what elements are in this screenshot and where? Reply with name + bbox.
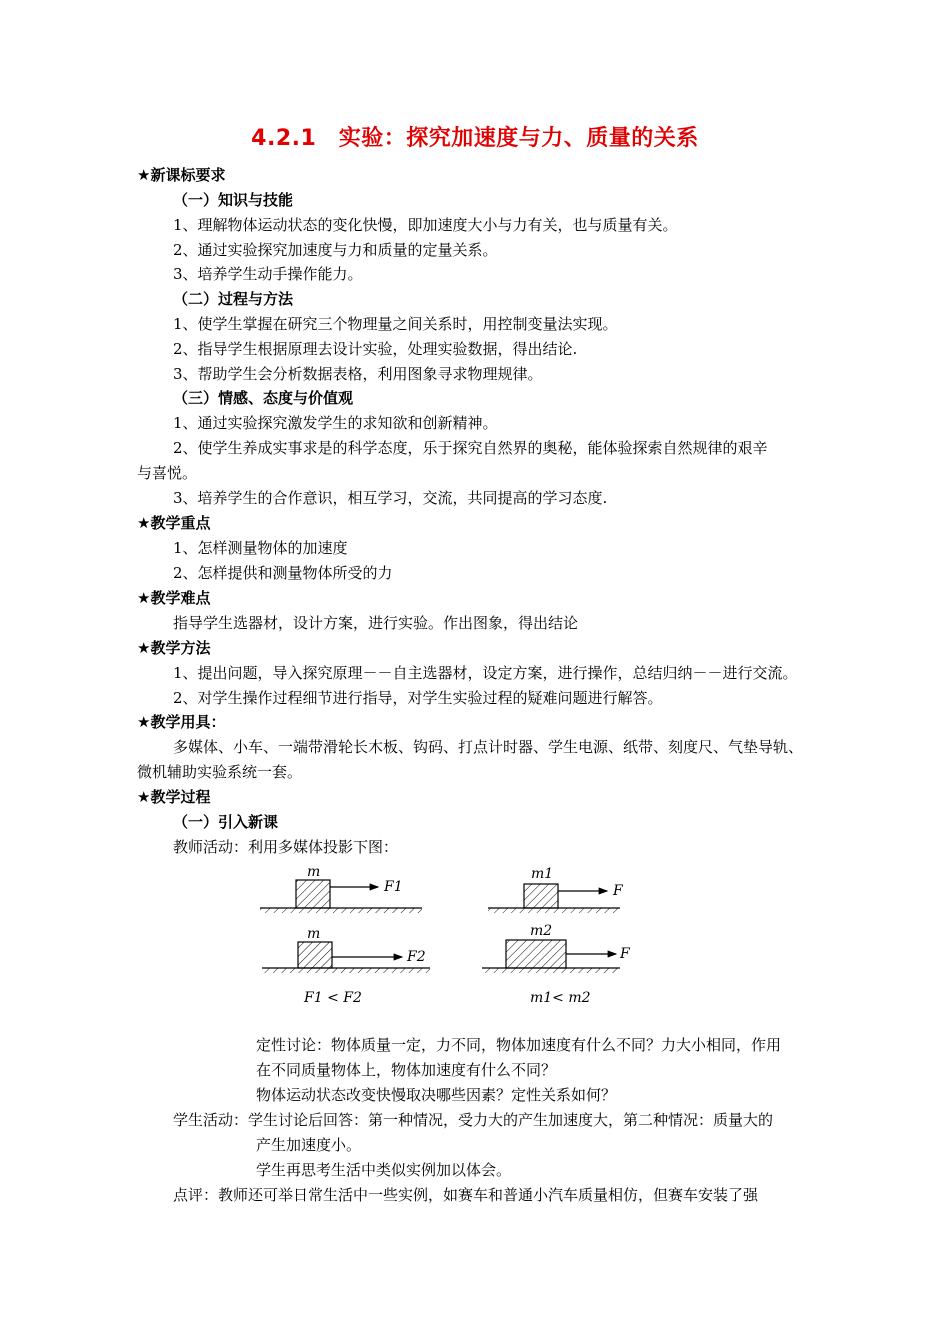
teacher-activity: 教师活动：利用多媒体投影下图： — [173, 838, 399, 856]
force-label: F — [620, 946, 630, 962]
key-points-heading: ★教学重点 — [137, 514, 211, 532]
page-title: 4.2.1 实验：探究加速度与力、质量的关系 — [251, 126, 699, 151]
block — [296, 880, 330, 908]
tools-heading: ★教学用具： — [137, 713, 226, 731]
list-item: 2、指导学生根据原理去设计实验，处理实验数据，得出结论. — [173, 340, 578, 358]
standards-heading: ★新课标要求 — [137, 166, 226, 184]
discussion-line: 在不同质量物体上，物体加速度有什么不同？ — [256, 1061, 557, 1079]
process-heading: ★教学过程 — [137, 788, 211, 806]
force-label: F — [613, 883, 623, 899]
discussion-line: 定性讨论：物体质量一定，力不同，物体加速度有什么不同？力大小相同，作用 — [256, 1036, 782, 1054]
mass-label: m — [307, 864, 321, 880]
difficulty-heading: ★教学难点 — [137, 589, 211, 607]
diagram-bottom-right — [482, 923, 631, 973]
list-item: 1、使学生掌握在研究三个物理量之间关系时，用控制变量法实现。 — [173, 315, 618, 333]
student-activity-continuation: 学生再思考生活中类似实例加以体会。 — [256, 1161, 512, 1179]
tools-text: 多媒体、小车、一端带滑轮长木板、钩码、打点计时器、学生电源、纸带、刻度尺、气垫导轨、 — [173, 738, 804, 756]
force-mass-figure — [250, 860, 650, 1010]
caption-right: m1< m2 — [530, 990, 591, 1006]
force-label: F1 — [384, 879, 403, 895]
knowledge-skills-heading: （一）知识与技能 — [173, 191, 294, 209]
emotion-attitude-heading: （三）情感、态度与价值观 — [173, 389, 354, 407]
mass-label: m1 — [531, 866, 554, 882]
caption-left: F1 < F2 — [304, 990, 362, 1006]
list-item: 3、帮助学生会分析数据表格，利用图象寻求物理规律。 — [173, 365, 543, 383]
block — [506, 940, 566, 968]
difficulty-text: 指导学生选器材，设计方案，进行实验。作出图象，得出结论 — [173, 614, 579, 632]
student-activity-continuation: 产生加速度小。 — [256, 1136, 362, 1154]
process-method-heading: （二）过程与方法 — [173, 290, 294, 308]
list-item: 2、使学生养成实事求是的科学态度，乐于探究自然界的奥秘，能体验探索自然规律的艰辛 — [173, 439, 768, 457]
mass-label: m2 — [530, 923, 553, 939]
tools-text-continuation: 微机辅助实验系统一套。 — [137, 763, 303, 781]
intro-heading: （一）引入新课 — [173, 813, 279, 831]
list-item: 1、怎样测量物体的加速度 — [173, 539, 348, 557]
mass-label: m — [307, 926, 321, 942]
list-item: 1、理解物体运动状态的变化快慢，即加速度大小与力有关，也与质量有关。 — [173, 216, 678, 234]
discussion-line: 物体运动状态改变快慢取决哪些因素？定性关系如何？ — [256, 1086, 617, 1104]
list-item: 2、怎样提供和测量物体所受的力 — [173, 564, 393, 582]
diagram-top-right — [488, 866, 624, 913]
block — [524, 884, 558, 908]
diagram-bottom-left — [262, 926, 430, 973]
student-activity: 学生活动：学生讨论后回答：第一种情况，受力大的产生加速度大，第二种情况：质量大的 — [173, 1111, 774, 1129]
method-heading: ★教学方法 — [137, 639, 211, 657]
comment-line: 点评：教师还可举日常生活中一些实例，如赛车和普通小汽车质量相仿，但赛车安装了强 — [173, 1186, 759, 1204]
list-item: 2、对学生操作过程细节进行指导，对学生实验过程的疑难问题进行解答。 — [173, 689, 663, 707]
force-label: F2 — [407, 949, 426, 965]
list-item: 3、培养学生的合作意识，相互学习，交流，共同提高的学习态度. — [173, 489, 608, 507]
block — [298, 942, 332, 968]
list-item-continuation: 与喜悦。 — [137, 464, 198, 482]
list-item: 1、通过实验探究激发学生的求知欲和创新精神。 — [173, 414, 498, 432]
list-item: 2、通过实验探究加速度与力和质量的定量关系。 — [173, 241, 498, 259]
list-item: 3、培养学生动手操作能力。 — [173, 265, 363, 283]
list-item: 1、提出问题，导入探究原理－－自主选器材，设定方案，进行操作，总结归纳－－进行交流。 — [173, 664, 798, 682]
diagram-top-left — [260, 864, 422, 913]
